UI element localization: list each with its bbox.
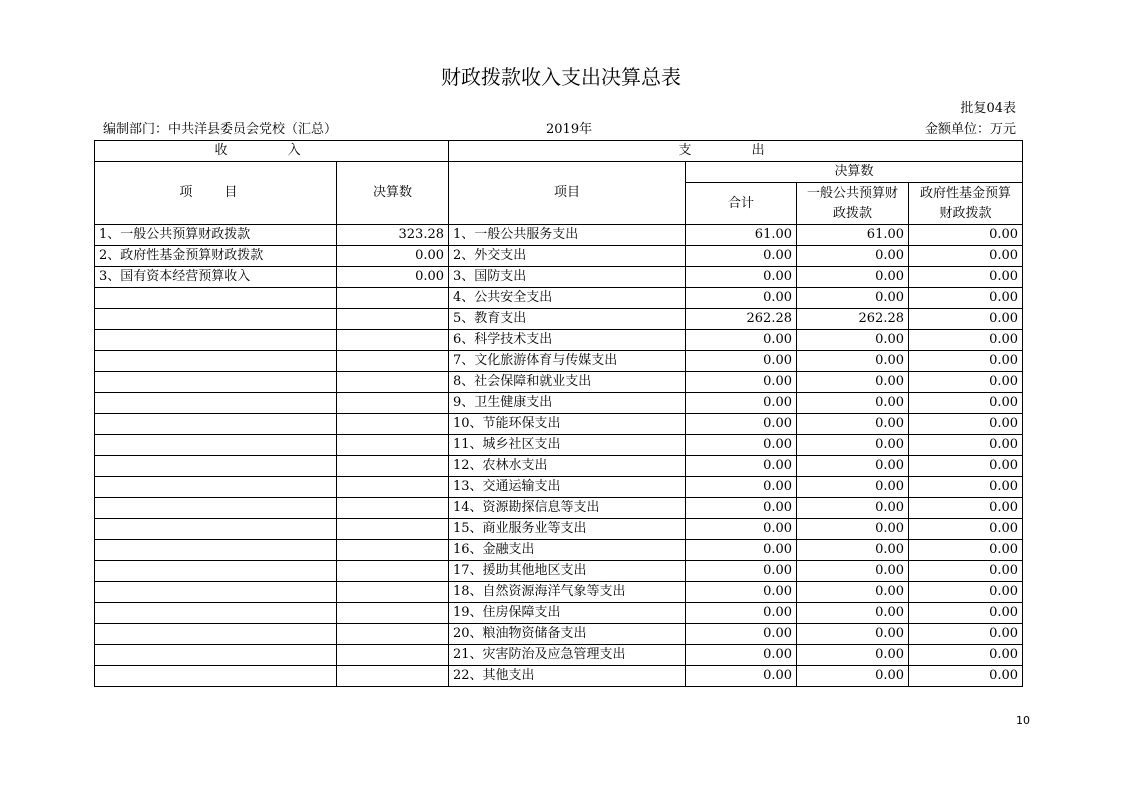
income-amount-cell [337,309,449,330]
gov-fund-header: 政府性基金预算财政拨款 [909,183,1023,225]
income-amount-cell [337,477,449,498]
general-budget-cell: 0.00 [797,540,909,561]
general-budget-cell: 0.00 [797,645,909,666]
expense-item-cell: 15、商业服务业等支出 [449,519,686,540]
expense-item-cell: 12、农林水支出 [449,456,686,477]
income-item-cell: 1、一般公共预算财政拨款 [95,225,337,246]
total-cell: 0.00 [686,267,797,288]
income-item-header: 项 目 [95,162,337,225]
income-item-cell [95,288,337,309]
compiling-department: 编制部门：中共洋县委员会党校（汇总） [103,122,338,137]
expense-item-cell: 4、公共安全支出 [449,288,686,309]
total-cell: 61.00 [686,225,797,246]
general-budget-cell: 61.00 [797,225,909,246]
income-item-cell [95,582,337,603]
table-row [95,435,1023,456]
gov-fund-cell: 0.00 [909,225,1023,246]
gov-fund-cell: 0.00 [909,309,1023,330]
income-item-cell: 2、政府性基金预算财政拨款 [95,246,337,267]
table-row [95,477,1023,498]
gov-fund-cell: 0.00 [909,393,1023,414]
total-cell: 0.00 [686,372,797,393]
income-amount-cell: 0.00 [337,246,449,267]
page-number: 10 [1016,714,1030,727]
general-budget-cell: 0.00 [797,330,909,351]
table-row [95,372,1023,393]
gov-fund-cell: 0.00 [909,435,1023,456]
gov-fund-cell: 0.00 [909,414,1023,435]
table-row [95,624,1023,645]
general-budget-cell: 0.00 [797,372,909,393]
expense-item-header: 项目 [449,162,686,225]
total-cell: 0.00 [686,288,797,309]
expense-item-cell: 16、金融支出 [449,540,686,561]
general-budget-cell: 0.00 [797,477,909,498]
general-budget-cell: 0.00 [797,414,909,435]
income-item-cell [95,393,337,414]
income-item-cell [95,309,337,330]
gov-fund-cell: 0.00 [909,456,1023,477]
expense-item-cell: 7、文化旅游体育与传媒支出 [449,351,686,372]
total-cell: 0.00 [686,435,797,456]
general-budget-cell: 0.00 [797,456,909,477]
income-amount-cell [337,603,449,624]
total-header: 合计 [686,183,797,225]
expense-item-cell: 9、卫生健康支出 [449,393,686,414]
expense-item-cell: 22、其他支出 [449,666,686,687]
total-cell: 0.00 [686,645,797,666]
budget-table [94,140,1023,687]
income-amount-header: 决算数 [337,162,449,225]
gov-fund-cell: 0.00 [909,477,1023,498]
general-budget-cell: 0.00 [797,246,909,267]
income-amount-cell [337,393,449,414]
table-row [95,540,1023,561]
gov-fund-cell: 0.00 [909,561,1023,582]
income-item-cell: 3、国有资本经营预算收入 [95,267,337,288]
total-cell: 0.00 [686,330,797,351]
income-item-cell [95,372,337,393]
gov-fund-cell: 0.00 [909,519,1023,540]
gov-fund-cell: 0.00 [909,540,1023,561]
gov-fund-cell: 0.00 [909,645,1023,666]
total-cell: 262.28 [686,309,797,330]
table-row [95,351,1023,372]
income-amount-cell [337,519,449,540]
expense-item-cell: 14、资源勘探信息等支出 [449,498,686,519]
table-row [95,246,1023,267]
table-row [95,414,1023,435]
gov-fund-cell: 0.00 [909,666,1023,687]
income-item-cell [95,456,337,477]
income-item-cell [95,477,337,498]
total-cell: 0.00 [686,666,797,687]
expense-item-cell: 3、国防支出 [449,267,686,288]
general-budget-header: 一般公共预算财政拨款 [797,183,909,225]
general-budget-cell: 0.00 [797,603,909,624]
total-cell: 0.00 [686,540,797,561]
table-row [95,666,1023,687]
report-year: 2019年 [546,122,593,137]
income-item-cell [95,498,337,519]
expense-item-cell: 1、一般公共服务支出 [449,225,686,246]
gov-fund-cell: 0.00 [909,330,1023,351]
income-amount-cell [337,414,449,435]
income-amount-cell [337,666,449,687]
general-budget-cell: 0.00 [797,666,909,687]
gov-fund-cell: 0.00 [909,288,1023,309]
gov-fund-cell: 0.00 [909,603,1023,624]
total-cell: 0.00 [686,603,797,624]
table-row [95,603,1023,624]
income-amount-cell: 323.28 [337,225,449,246]
income-item-cell [95,666,337,687]
income-item-cell [95,603,337,624]
income-amount-cell [337,540,449,561]
income-amount-cell [337,372,449,393]
expense-item-cell: 8、社会保障和就业支出 [449,372,686,393]
page-title: 财政拨款收入支出决算总表 [441,65,681,89]
general-budget-cell: 0.00 [797,393,909,414]
general-budget-cell: 0.00 [797,582,909,603]
income-amount-cell [337,624,449,645]
income-amount-cell: 0.00 [337,267,449,288]
gov-fund-cell: 0.00 [909,624,1023,645]
income-amount-cell [337,351,449,372]
total-cell: 0.00 [686,498,797,519]
general-budget-cell: 0.00 [797,288,909,309]
general-budget-cell: 0.00 [797,624,909,645]
income-amount-cell [337,456,449,477]
expense-item-cell: 20、粮油物资储备支出 [449,624,686,645]
table-row [95,561,1023,582]
total-cell: 0.00 [686,351,797,372]
total-cell: 0.00 [686,519,797,540]
table-row [95,645,1023,666]
income-header: 收 入 [95,141,449,162]
expense-item-cell: 5、教育支出 [449,309,686,330]
expense-item-cell: 2、外交支出 [449,246,686,267]
general-budget-cell: 0.00 [797,351,909,372]
income-item-cell [95,330,337,351]
expense-item-cell: 19、住房保障支出 [449,603,686,624]
income-item-cell [95,435,337,456]
general-budget-cell: 0.00 [797,519,909,540]
gov-fund-cell: 0.00 [909,351,1023,372]
table-row [95,519,1023,540]
total-cell: 0.00 [686,582,797,603]
table-row [95,267,1023,288]
table-row [95,456,1023,477]
expense-item-cell: 18、自然资源海洋气象等支出 [449,582,686,603]
table-row [95,330,1023,351]
total-cell: 0.00 [686,414,797,435]
income-amount-cell [337,645,449,666]
income-amount-cell [337,498,449,519]
general-budget-cell: 262.28 [797,309,909,330]
income-item-cell [95,645,337,666]
general-budget-cell: 0.00 [797,267,909,288]
total-cell: 0.00 [686,246,797,267]
expense-item-cell: 6、科学技术支出 [449,330,686,351]
total-cell: 0.00 [686,561,797,582]
general-budget-cell: 0.00 [797,435,909,456]
income-amount-cell [337,582,449,603]
income-item-cell [95,351,337,372]
income-amount-cell [337,561,449,582]
amount-unit: 金额单位：万元 [924,122,1016,137]
gov-fund-cell: 0.00 [909,372,1023,393]
form-number: 批复04表 [960,101,1016,116]
table-row [95,498,1023,519]
income-item-cell [95,561,337,582]
expense-item-cell: 17、援助其他地区支出 [449,561,686,582]
expense-item-cell: 11、城乡社区支出 [449,435,686,456]
table-row [95,288,1023,309]
income-item-cell [95,414,337,435]
gov-fund-cell: 0.00 [909,246,1023,267]
gov-fund-cell: 0.00 [909,582,1023,603]
gov-fund-cell: 0.00 [909,267,1023,288]
header-row-1 [95,141,1023,162]
expense-item-cell: 21、灾害防治及应急管理支出 [449,645,686,666]
general-budget-cell: 0.00 [797,498,909,519]
income-amount-cell [337,330,449,351]
general-budget-cell: 0.00 [797,561,909,582]
expense-header: 支 出 [449,141,1023,162]
income-item-cell [95,519,337,540]
total-cell: 0.00 [686,477,797,498]
total-cell: 0.00 [686,624,797,645]
final-amount-group-header: 决算数 [686,162,1023,183]
table-row [95,582,1023,603]
expense-item-cell: 10、节能环保支出 [449,414,686,435]
income-item-cell [95,624,337,645]
table-row [95,309,1023,330]
income-amount-cell [337,435,449,456]
header-row-2 [95,162,1023,183]
income-item-cell [95,540,337,561]
total-cell: 0.00 [686,393,797,414]
total-cell: 0.00 [686,456,797,477]
expense-item-cell: 13、交通运输支出 [449,477,686,498]
income-amount-cell [337,288,449,309]
gov-fund-cell: 0.00 [909,498,1023,519]
table-row [95,393,1023,414]
table-row [95,225,1023,246]
